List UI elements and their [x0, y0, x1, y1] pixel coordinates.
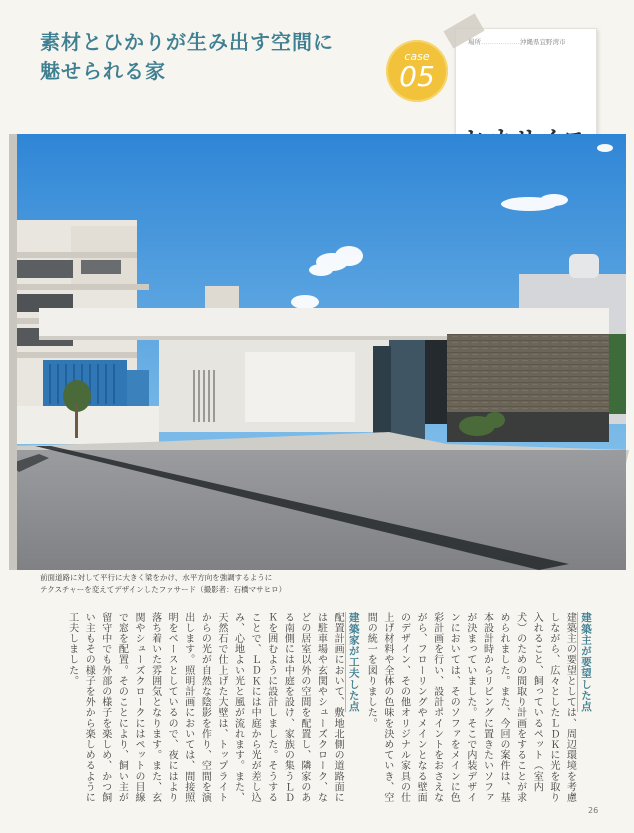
caption-line-1: 前面道路に対して平行に大きく梁をかけ、水平方向を強調するように	[40, 573, 273, 582]
caption-line-2: テクスチャーを変えてデザインしたファサード（撮影者：石橋マサヒロ）	[40, 585, 287, 594]
location-value: 沖縄県宜野湾市	[520, 38, 566, 46]
section-text-requests: 建築主の要望としては、周辺環境を考慮しながら、広々としたＬＤＫに光を取り入れること、飼っているペット（室内犬）のための間取り計画をすることが求められました。また、今回の案件は、基本設計時からリビングに置きたいソファが決まっていました。そこで内装デザインにおいては、そのソファをメインに色彩計画を行い、設計ポイントをおさえながら、フローリングやメインとなる壁面のデザイン、その他オリジナル家具の仕上げ材料や全体の色味を決めていき、空間の統一を図りました。	[365, 612, 576, 803]
article-body	[66, 612, 594, 808]
section-heading-requests: 建築主が要望した点	[577, 612, 592, 712]
facade-photo	[9, 134, 626, 570]
photo-caption	[40, 572, 340, 596]
page-number: 26	[588, 806, 599, 815]
page-headline	[40, 28, 370, 86]
section-heading-architect: 建築家が工夫した点	[345, 612, 360, 712]
location-label: 場所	[468, 38, 481, 46]
headline-line-1: 素材とひかりが生み出す空間に	[40, 30, 334, 54]
case-label: case	[404, 50, 430, 63]
section-text-architect: 配置計画において、敷地北側の道路面には駐車場や玄関やシューズクローク、などの居室以外の空間を配置し、隣家のある南側には中庭を設け、家族の集うＬＤＫを囲むように設計しました。そうすることで、ＬＤＫには中庭から光が差し込み、心地よい光と風が流れます。また、天然石で仕上げた大壁は、トップライトからの光が自然な陰影を作り、空間を演出します。照明計画においては、間接照明をベースとしているので、夜にはより落ち着いた雰囲気となります。また、玄関やシューズクロークにはペットの目線で窓を配置。そのことにより、飼い主が留守中でも外部の様子を楽しめ、かつ飼い主もその様子を外から楽しめるように工夫しました。	[66, 612, 344, 803]
case-badge	[386, 40, 448, 102]
headline-line-2: 魅せられる家	[40, 59, 166, 83]
location-row: 場所………………沖縄県宜野湾市	[468, 38, 566, 46]
case-number: 05	[399, 60, 435, 93]
